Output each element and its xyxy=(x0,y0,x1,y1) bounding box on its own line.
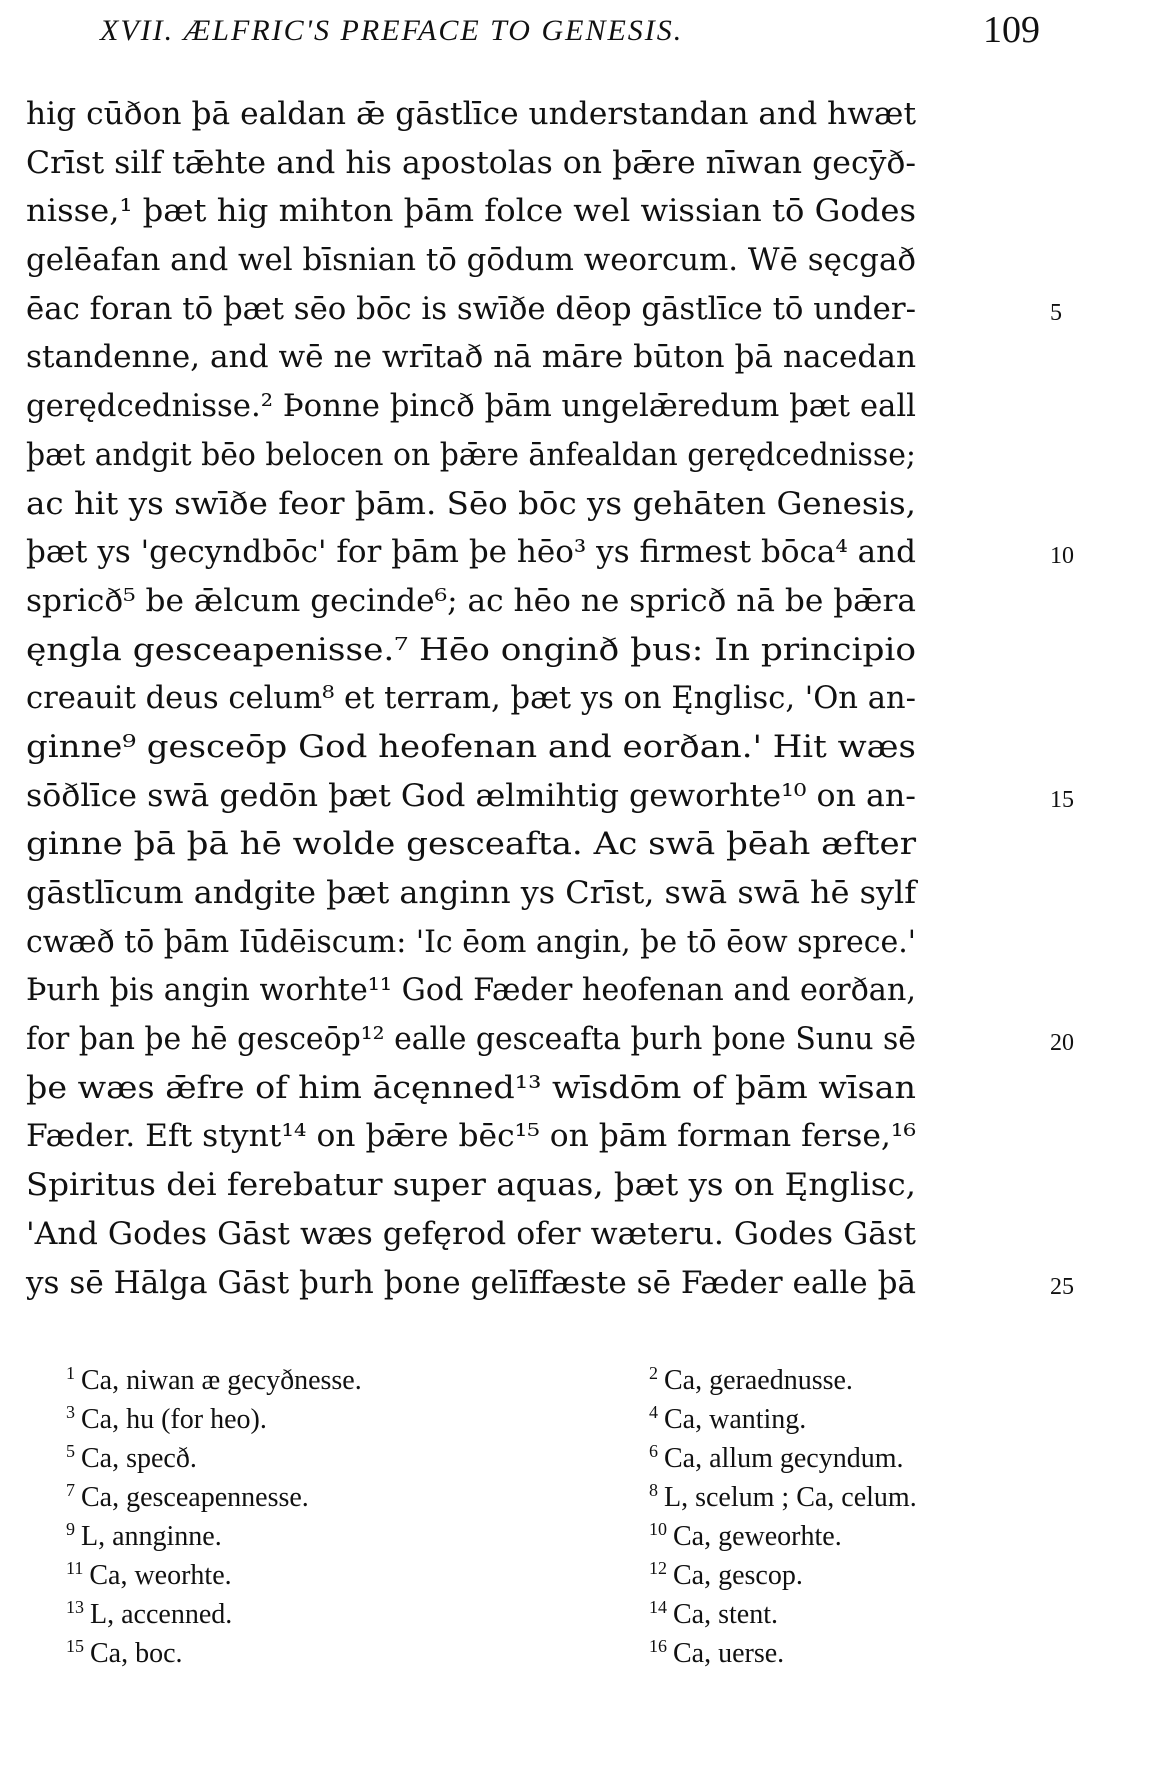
line-text: spricð⁵ be ǣlcum gecinde⁶; ac hēo ne spricð nā be þǣra xyxy=(26,582,916,619)
footnote-row xyxy=(66,1627,1046,1669)
page-number: 109 xyxy=(983,9,1040,51)
line-text: creauit deus celum⁸ et terram, þæt ys on Ęnglisc, 'On an- xyxy=(26,680,916,717)
footnotes xyxy=(66,1354,1046,1669)
line-text: ys sē Hālga Gāst þurh þone gelīffæste sē Fæder ealle þā xyxy=(26,1264,916,1301)
text-line xyxy=(26,626,1046,675)
line-number: 20 xyxy=(1050,1030,1074,1057)
line-text: Crīst silf tǣhte and his apostolas on þǣre nīwan gecȳð- xyxy=(26,144,917,181)
text-line xyxy=(26,723,1046,772)
line-text: cwæð tō þām Iūdēiscum: 'Ic ēom angin, þe tō ēow sprece.' xyxy=(26,923,917,960)
footnote-text: Ca, wanting. xyxy=(664,1404,807,1435)
line-number: 15 xyxy=(1050,786,1074,813)
text-line xyxy=(26,1210,1046,1259)
line-text: ēac foran tō þæt sēo bōc is swīðe dēop gāstlīce tō under- xyxy=(26,290,916,327)
text-line xyxy=(26,285,1062,334)
text-line xyxy=(26,1161,1046,1210)
footnote-text: L, accenned. xyxy=(90,1599,233,1630)
footnote-text: Ca, niwan æ gecyðnesse. xyxy=(81,1365,362,1396)
footnote-text: Ca, boc. xyxy=(90,1638,183,1669)
footnote-text: Ca, gescop. xyxy=(673,1560,803,1591)
footnote-number: 8 xyxy=(649,1480,658,1500)
footnote-number: 1 xyxy=(66,1363,75,1383)
footnote xyxy=(66,1627,183,1673)
line-text: ginne⁹ gesceōp God heofenan and eorðan.' Hit wæs xyxy=(26,728,916,765)
footnote-text: Ca, geweorhte. xyxy=(673,1521,842,1552)
line-text: for þan þe hē gesceōp¹² ealle gesceafta þurh þone Sunu sē xyxy=(26,1021,916,1058)
footnote-number: 12 xyxy=(649,1558,667,1578)
footnote-number: 6 xyxy=(649,1441,658,1461)
line-text: ęngla gesceapenisse.⁷ Hēo onginð þus: In principio xyxy=(26,631,917,668)
line-number: 5 xyxy=(1050,299,1062,326)
text-line xyxy=(26,431,1046,480)
footnote-row xyxy=(66,1432,1046,1474)
footnote-text: Ca, geraednusse. xyxy=(664,1365,853,1396)
text-line xyxy=(26,528,1074,577)
line-text: gāstlīcum andgite þæt anginn ys Crīst, swā swā hē sylf xyxy=(26,875,917,911)
text-line xyxy=(26,139,1046,188)
text-line xyxy=(26,966,1046,1015)
footnote-row xyxy=(66,1393,1046,1435)
text-line xyxy=(26,333,1046,382)
footnote-number: 7 xyxy=(66,1480,75,1500)
text-line xyxy=(26,918,1046,967)
line-text: þæt andgit bēo belocen on þǣre ānfealdan gerędcednisse; xyxy=(26,436,916,473)
line-text: 'And Godes Gāst wæs gefęrod ofer wæteru. Godes Gāst xyxy=(26,1215,916,1252)
footnote-text: Ca, gesceapennesse. xyxy=(81,1482,309,1513)
running-title: XVII. ÆLFRIC'S PREFACE TO GENESIS. xyxy=(100,14,684,47)
text-line xyxy=(26,1015,1074,1064)
footnote-text: Ca, stent. xyxy=(673,1599,778,1630)
text-line xyxy=(26,236,1046,285)
line-text: Fæder. Eft stynt¹⁴ on þǣre bēc¹⁵ on þām forman ferse,¹⁶ xyxy=(26,1118,917,1155)
footnote-text: Ca, hu (for heo). xyxy=(81,1404,267,1435)
text-line xyxy=(26,1259,1074,1308)
text-line xyxy=(26,674,1046,723)
line-text: standenne, and wē ne wrītað nā māre būton þā nacedan xyxy=(26,339,917,376)
footnote-text: L, scelum ; Ca, celum. xyxy=(664,1482,917,1513)
footnote-number: 15 xyxy=(66,1636,84,1656)
footnote-row xyxy=(66,1354,1046,1396)
line-text: ac hit ys swīðe feor þām. Sēo bōc ys gehāten Genesis, xyxy=(26,485,916,522)
footnote-number: 10 xyxy=(649,1519,667,1539)
footnote-number: 2 xyxy=(649,1363,658,1383)
text-line xyxy=(26,1064,1046,1113)
text-line xyxy=(26,869,1046,918)
footnote-row xyxy=(66,1471,1046,1513)
line-number: 25 xyxy=(1050,1273,1074,1300)
text-line xyxy=(26,90,1046,139)
text-line xyxy=(26,772,1074,821)
footnote-text: L, annginne. xyxy=(81,1521,222,1552)
footnote-number: 5 xyxy=(66,1441,75,1461)
text-line xyxy=(26,820,1046,869)
footnote-text: Ca, uerse. xyxy=(673,1638,785,1669)
line-text: gerędcednisse.² Þonne þincð þām ungelǣredum þæt eall xyxy=(26,388,917,425)
text-line xyxy=(26,382,1046,431)
footnote xyxy=(649,1627,784,1673)
line-text: þe wæs ǣfre of him ācęnned¹³ wīsdōm of þām wīsan xyxy=(26,1069,916,1106)
footnote-text: Ca, specð. xyxy=(81,1443,197,1474)
footnote-row xyxy=(66,1549,1046,1591)
line-text: hig cūðon þā ealdan ǣ gāstlīce understandan and hwæt xyxy=(26,96,917,132)
footnote-number: 9 xyxy=(66,1519,75,1539)
footnote-number: 3 xyxy=(66,1402,75,1422)
text-line xyxy=(26,577,1046,626)
running-header xyxy=(100,8,1040,68)
footnote-number: 16 xyxy=(649,1636,667,1656)
line-text: þæt ys 'gecyndbōc' for þām þe hēo³ ys firmest bōca⁴ and xyxy=(26,534,917,571)
footnote-row xyxy=(66,1510,1046,1552)
footnote-row xyxy=(66,1588,1046,1630)
line-text: Spiritus dei ferebatur super aquas, þæt ys on Ęnglisc, xyxy=(26,1167,916,1204)
footnote-number: 14 xyxy=(649,1597,667,1617)
line-text: ginne þā þā hē wolde gesceafta. Ac swā þēah æfter xyxy=(26,826,917,863)
line-text: nisse,¹ þæt hig mihton þām folce wel wissian tō Godes xyxy=(26,193,916,230)
footnote-number: 11 xyxy=(66,1558,84,1578)
text-line xyxy=(26,480,1046,529)
line-text: sōðlīce swā gedōn þæt God ælmihtig geworhte¹⁰ on an- xyxy=(26,777,916,814)
line-text: Þurh þis angin worhte¹¹ God Fæder heofenan and eorðan, xyxy=(26,972,916,1009)
footnote-number: 13 xyxy=(66,1597,84,1617)
text-line xyxy=(26,187,1046,236)
line-number: 10 xyxy=(1050,543,1074,570)
body-text xyxy=(26,90,1074,1307)
footnote-text: Ca, weorhte. xyxy=(89,1560,232,1591)
footnote-number: 4 xyxy=(649,1402,658,1422)
footnote-text: Ca, allum gecyndum. xyxy=(664,1443,904,1474)
text-line xyxy=(26,1112,1046,1161)
line-text: gelēafan and wel bīsnian tō gōdum weorcum. Wē sęcgað xyxy=(26,242,916,279)
